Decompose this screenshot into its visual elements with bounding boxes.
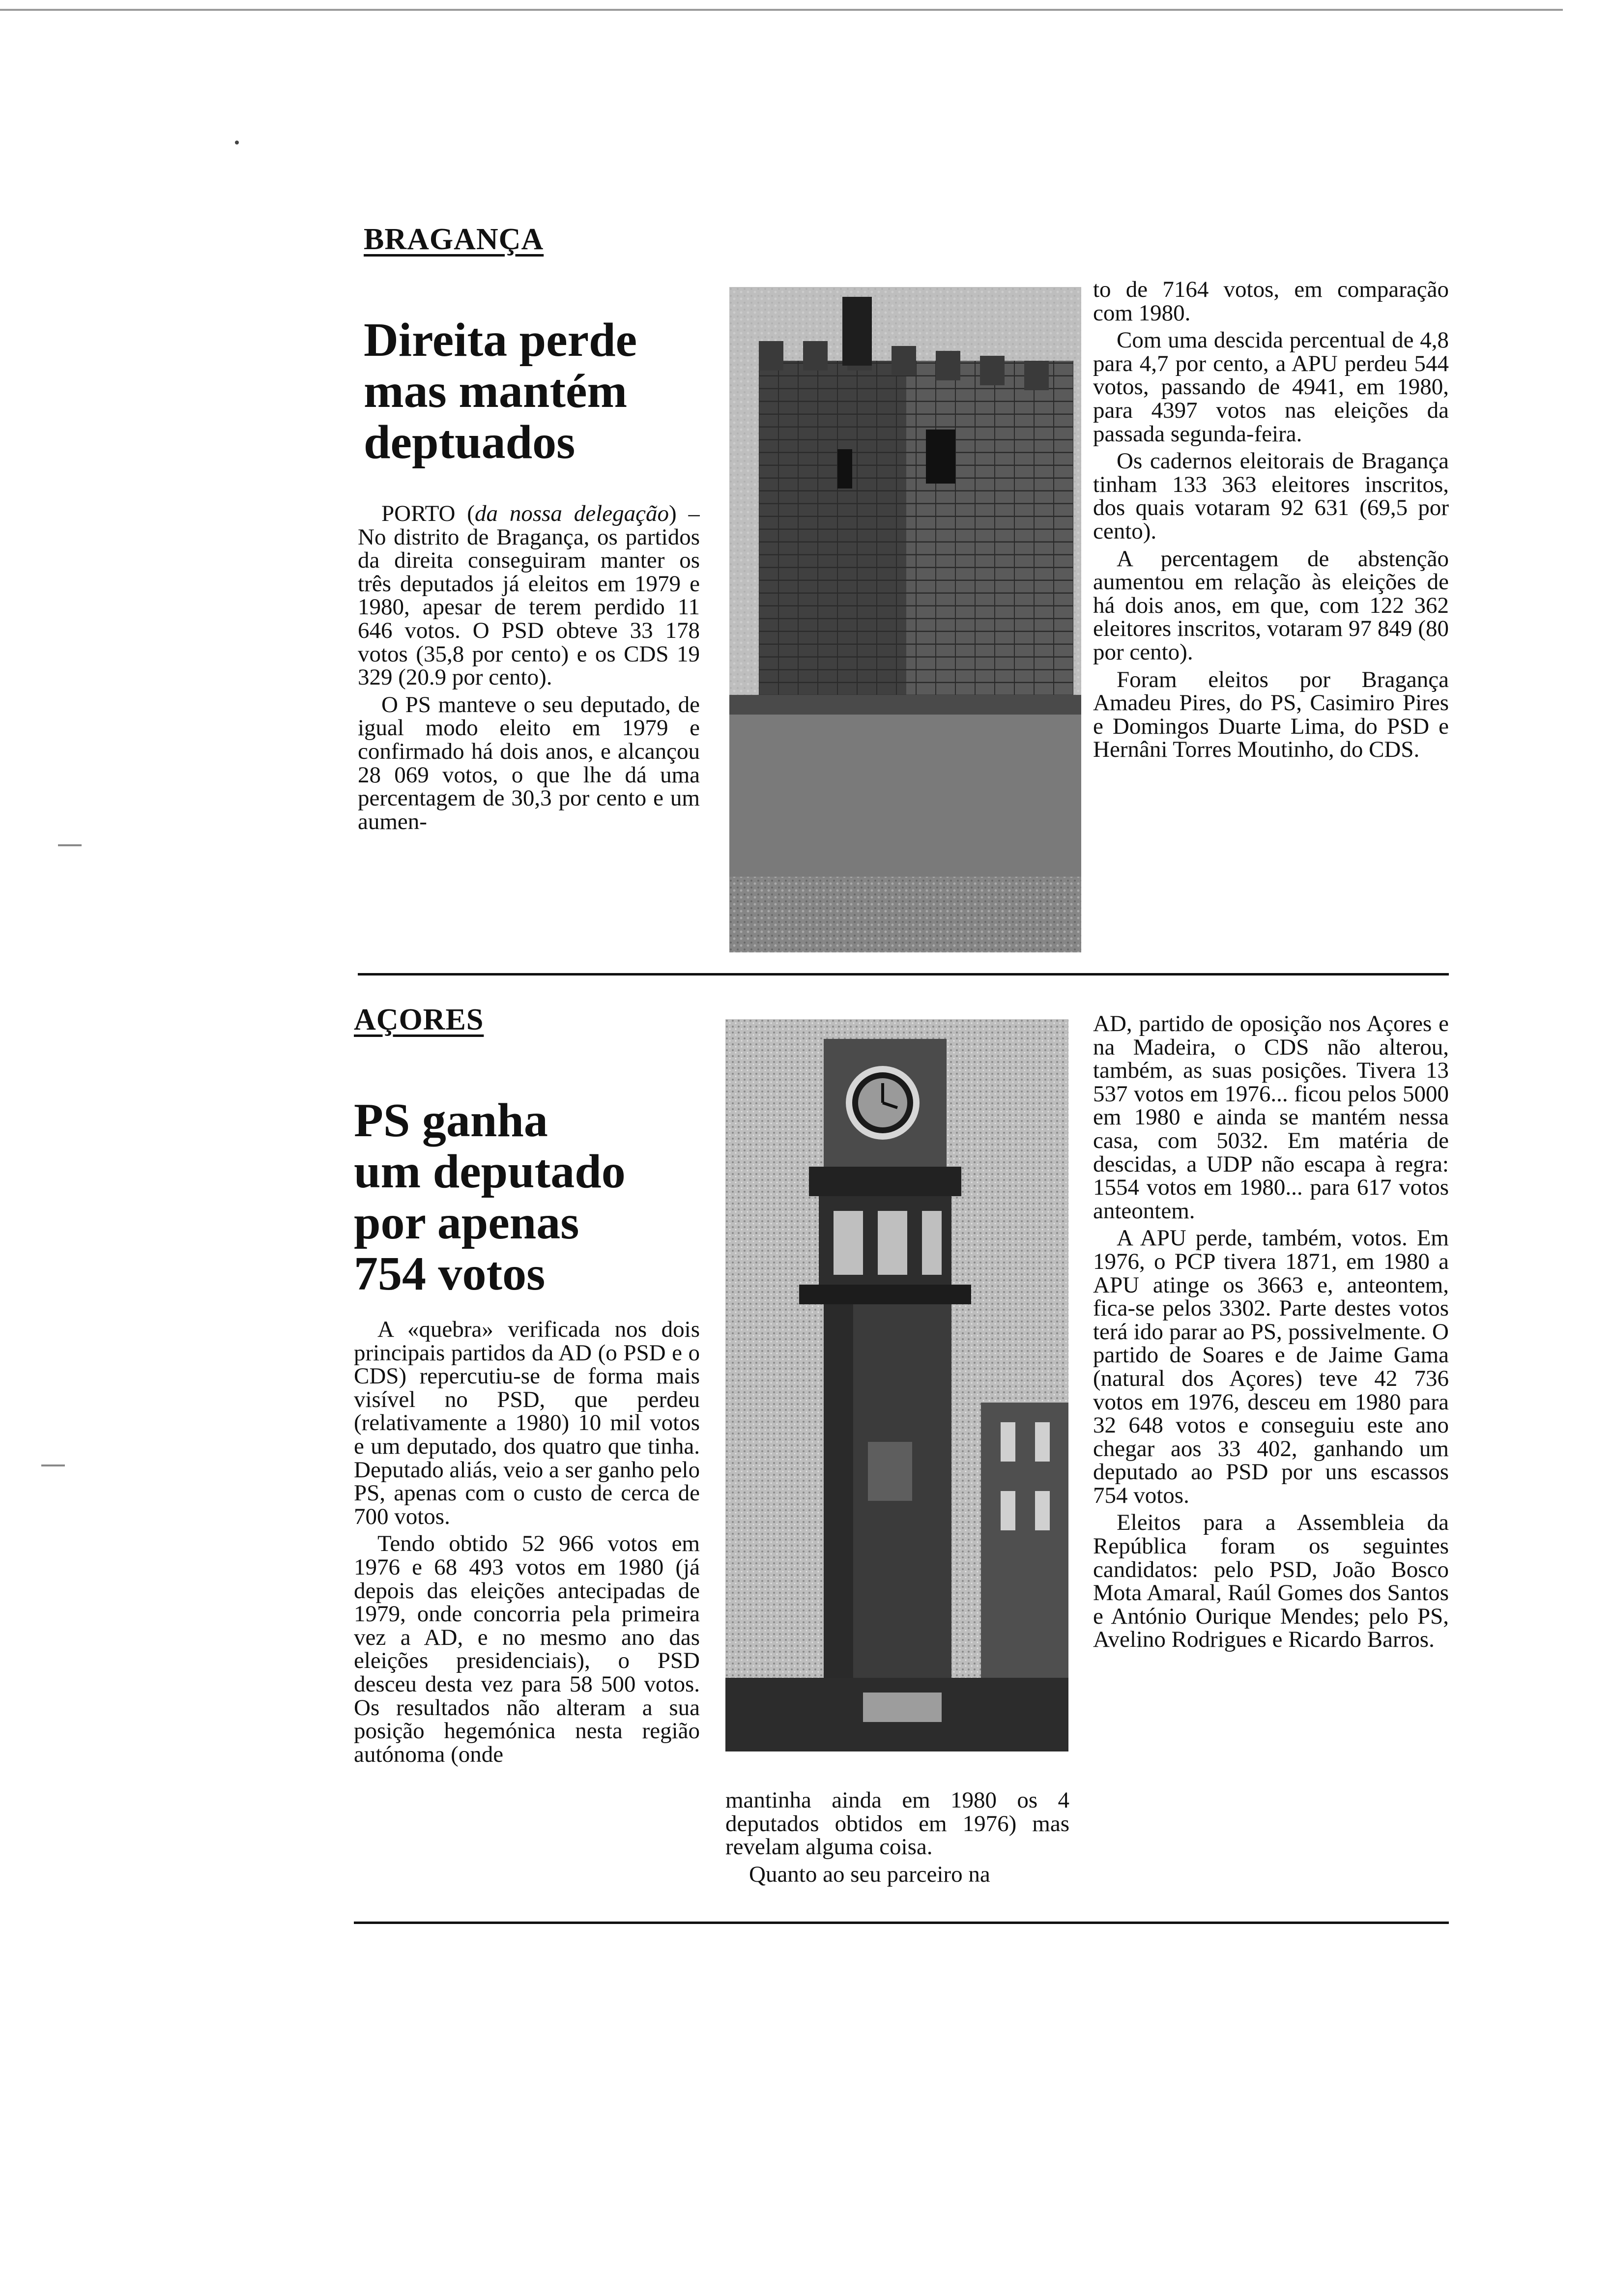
castle-keep-image bbox=[729, 287, 1081, 952]
section-divider bbox=[358, 973, 1449, 976]
paragraph: AD, partido de oposição nos Açores e na Madeira, o CDS não alterou, também, as suas posições. Tivera 13 537 votos em 1976... ficou pelos 5000 em 1980 e ainda se mantém nessa casa, com 5032. Em matéria de descidas, a UDP não escapa à regra: 1554 votos em 1980... para 617 votos anteontem. bbox=[1093, 1012, 1449, 1224]
paragraph: O PS manteve o seu deputado, de igual modo eleito em 1979 e confirmado há dois anos, e alcançou 28 069 votos, o que lhe dá uma percentagem de 30,3 por cento e um aumen- bbox=[358, 691, 700, 834]
scan-speck bbox=[235, 141, 239, 144]
paragraph: to de 7164 votos, em comparação com 1980. bbox=[1093, 278, 1449, 326]
section-label-braganca: BRAGANÇA bbox=[364, 223, 544, 256]
headline-line: 754 votos bbox=[354, 1247, 546, 1300]
article-acores-column-3 bbox=[1093, 1012, 1449, 1902]
paragraph: PORTO (da nossa delegação) – No distrito de Bragança, os partidos da direita conseguiram manter os três deputados já eleitos em 1979 e 1980, apesar de terem perdido 11 646 votos. O PSD obteve 33 178 votos (35,8 por cento) e os CDS 19 329 (20.9 por cento). bbox=[358, 502, 700, 690]
paragraph: A «quebra» verificada nos dois principais partidos da AD (o PSD e o CDS) repercutiu-se de forma mais visível no PSD, que perdeu (relativamente a 1980) 10 mil votos e um deputado, dos quatro que tinha. Deputado aliás, veio a ser ganho pelo PS, apenas com o custo de cerca de 700 votos. bbox=[354, 1318, 700, 1529]
headline-braganca bbox=[364, 315, 718, 468]
headline-line: um deputado bbox=[354, 1145, 626, 1198]
section-divider bbox=[354, 1922, 1449, 1924]
article-acores-column-1 bbox=[354, 1318, 700, 2247]
headline-line: por apenas bbox=[354, 1196, 579, 1249]
paragraph: Com uma descida percentual de 4,8 para 4,7 por cento, a APU perdeu 544 votos, passando de 4941, em 1980, para 4397 votos nas eleições da passada segunda-feira. bbox=[1093, 327, 1449, 447]
scan-fold-mark bbox=[41, 1464, 65, 1466]
paragraph: Tendo obtido 52 966 votos em 1976 e 68 493 votos em 1980 (já depois das eleições antecipadas de 1979, onde concorria pela primeira vez a AD, e no mesmo ano das eleições presidenciais), o PSD desceu desta vez para 58 500 votos. Os resultados não alteram a sua posição hegemónica nesta região autónoma (onde bbox=[354, 1531, 700, 1767]
paragraph: Eleitos para a Assembleia da República foram os seguintes candidatos: pelo PSD, João Bosco Mota Amaral, Raúl Gomes dos Santos e António Ourique Mendes; pelo PS, Avelino Rodrigues e Ricardo Barros. bbox=[1093, 1510, 1449, 1653]
headline-line: deptuados bbox=[364, 416, 576, 469]
section-label-acores: AÇORES bbox=[354, 1003, 484, 1036]
article-braganca-column-1 bbox=[358, 502, 700, 954]
headline-line: mas mantém bbox=[364, 365, 628, 418]
clock-tower-image bbox=[725, 1019, 1068, 1751]
scan-fold-mark bbox=[58, 844, 82, 846]
paragraph: mantinha ainda em 1980 os 4 deputados obtidos em 1976) mas revelam alguma coisa. bbox=[725, 1789, 1069, 1860]
article-braganca-column-3 bbox=[1093, 278, 1449, 956]
headline-line: PS ganha bbox=[354, 1094, 548, 1147]
paragraph: Foram eleitos por Bragança Amadeu Pires, do PS, Casimiro Pires e Domingos Duarte Lima, do PSD e Hernâni Torres Moutinho, do CDS. bbox=[1093, 666, 1449, 763]
paragraph: Quanto ao seu parceiro na bbox=[749, 1861, 990, 1887]
headline-line: Direita perde bbox=[364, 314, 637, 367]
clock-tower-photo bbox=[725, 1019, 1068, 1751]
paragraph: Os cadernos eleitorais de Bragança tinham 133 363 eleitores inscritos, dos quais votaram 92 631 (69,5 por cento). bbox=[1093, 448, 1449, 544]
paragraph: A percentagem de abstenção aumentou em relação às eleições de há dois anos, em que, com 122 362 eleitores inscritos, votaram 97 849 (80 por cento). bbox=[1093, 545, 1449, 665]
article-acores-column-2 bbox=[725, 1789, 1069, 1897]
paragraph: A APU perde, também, votos. Em 1976, o PCP tivera 1871, em 1980 a APU atinge os 3663 e, anteontem, fica-se pelos 3302. Parte destes votos terá ido parar ao PS, possivelmente. O partido de Soares e de Jaime Gama (natural dos Açores) teve 42 736 votos em 1976, desceu em 1980 para 32 648 votos e conseguiu este ano chegar aos 33 402, ganhando um deputado ao PSD por uns escassos 754 votos. bbox=[1093, 1225, 1449, 1508]
scan-top-edge bbox=[0, 9, 1563, 11]
headline-acores bbox=[354, 1095, 708, 1299]
castle-keep-photo bbox=[729, 287, 1081, 952]
